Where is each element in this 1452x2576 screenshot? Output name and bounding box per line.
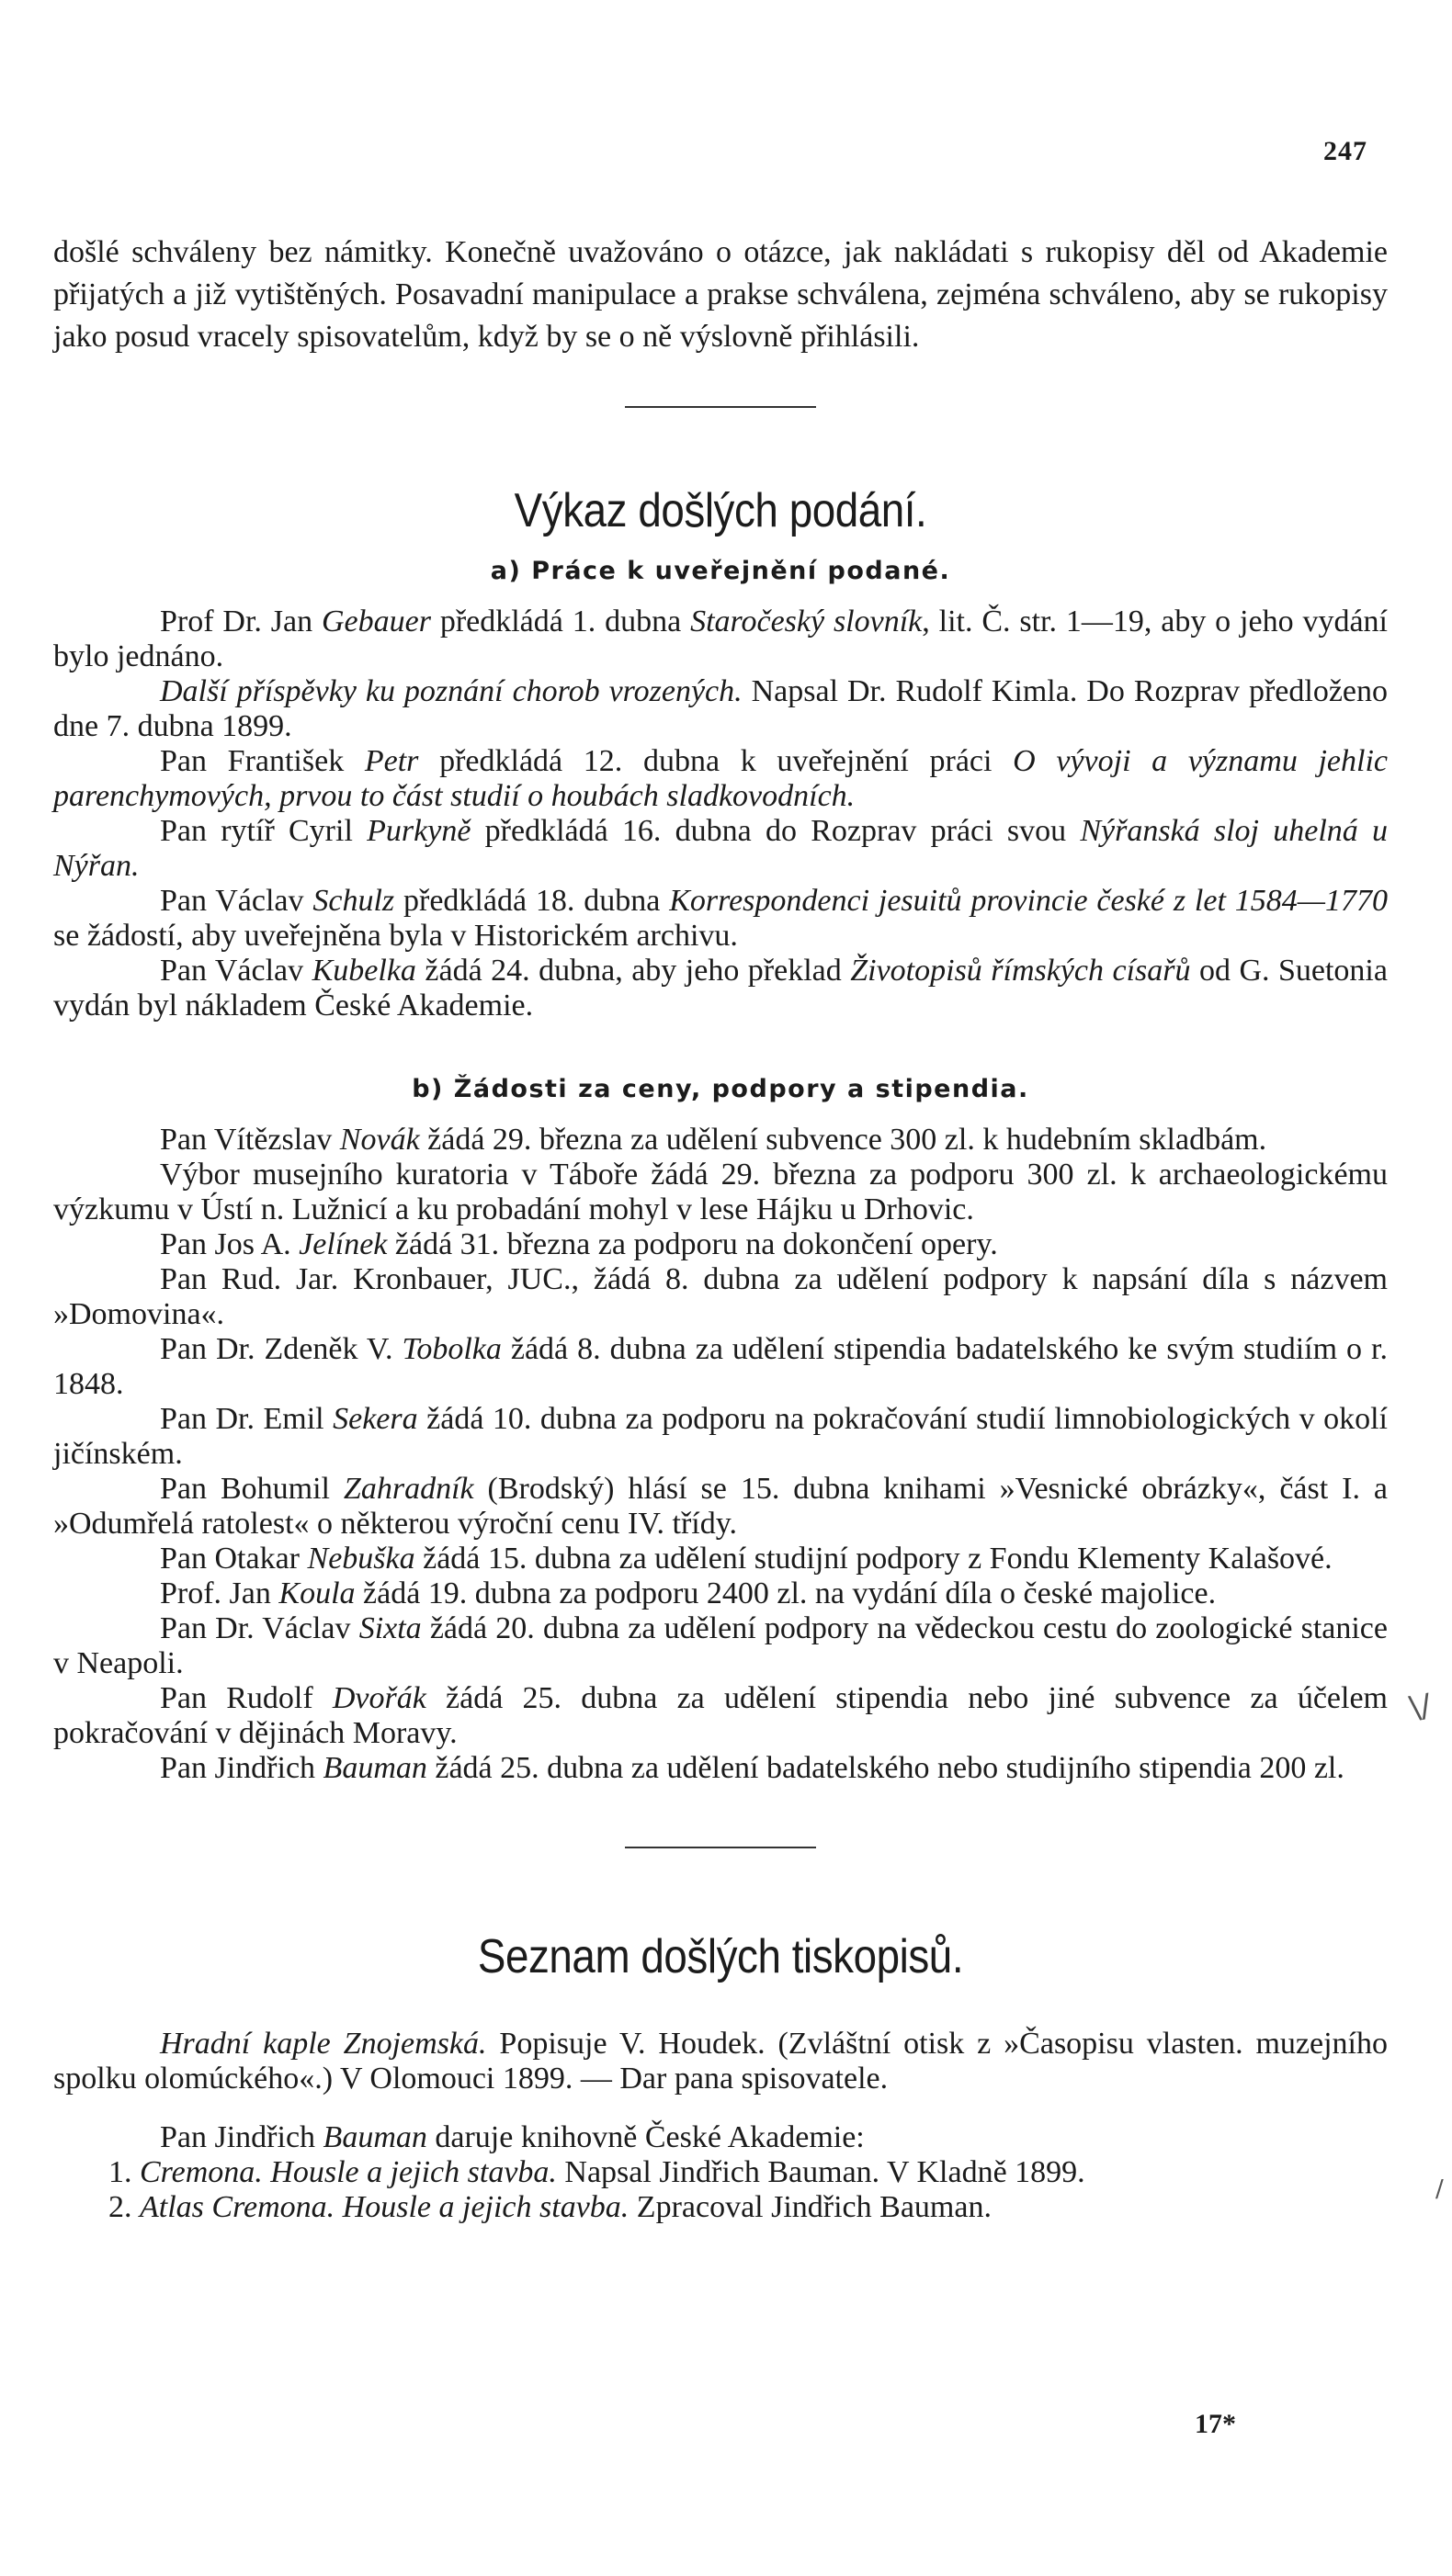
section-divider (625, 406, 816, 408)
request-entry: Pan Rud. Jar. Kronbauer, JUC., žádá 8. dubna za udělení podpory k napsání díla s názvem »Domovina«. (53, 1262, 1388, 1331)
signature-mark: 17* (1195, 2409, 1236, 2439)
work-entry: Pan rytíř Cyril Purkyně předkládá 16. dubna do Rozprav práci svou Nýřanská sloj uhelná u Nýřan. (53, 814, 1389, 883)
request-entry: Pan Dr. Zdeněk V. Tobolka žádá 8. dubna za udělení stipendia badatelského ke svým studiím o r. 1848. (53, 1332, 1388, 1401)
section-divider (625, 1847, 816, 1848)
page-content (53, 232, 1388, 2225)
request-entry: Pan Dr. Václav Sixta žádá 20. dubna za udělení podpory na vědeckou cestu do zoologické stanice v Neapoli. (53, 1611, 1388, 1680)
margin-tick-mark: / (1435, 2175, 1444, 2203)
request-entry: Pan Vítězslav Novák žádá 29. března za udělení subvence 300 zl. k hudebním skladbám. (160, 1123, 1267, 1157)
request-entry: Výbor musejního kuratoria v Táboře žádá 29. března za podporu 300 zl. k archaeologickému výzkumu v Ústí n. Lužnicí a ku probadání mohyl v lese Hájku u Drhovic. (53, 1158, 1388, 1226)
work-entry: Pan Václav Kubelka žádá 24. dubna, aby jeho překlad Životopisů římských císařů od G. Suetonia vydán byl nákladem České Akademie. (53, 954, 1388, 1022)
request-entry: Pan Otakar Nebuška žádá 15. dubna za udělení studijní podpory z Fondu Klementy Kalašové. (160, 1542, 1333, 1576)
page-number: 247 (1323, 136, 1367, 166)
request-entry: Pan Bohumil Zahradník (Brodský) hlásí se 15. dubna knihami »Vesnické obrázky«, část I. a »Odumřelá ratolest« o některou výroční cenu IV. třídy. (53, 1472, 1388, 1541)
work-entry: Prof Dr. Jan Gebauer předkládá 1. dubna Staročeský slovník, lit. Č. str. 1—19, aby o jeho vydání bylo jednáno. (53, 604, 1388, 673)
request-entry: Pan Jos A. Jelínek žádá 31. března za podporu na dokončení opery. (160, 1227, 998, 1261)
print-entry: Hradní kaple Znojemská. Popisuje V. Houdek. (Zvláštní otisk z »Časopisu vlasten. muzejního spolku olomúckého«.) V Olomouci 1899. — Dar pana spisovatele. (53, 2027, 1389, 2096)
work-entry: Pan František Petr předkládá 12. dubna k uveřejnění práci O vývoji a významu jehlic parenchymových, prvou to část studií o houbách sladkovodních. (53, 744, 1388, 813)
donation-item: 2. Atlas Cremona. Housle a jejich stavba. Zpracoval Jindřich Bauman. (108, 2190, 992, 2224)
work-entry: Pan Václav Schulz předkládá 18. dubna Korrespondenci jesuitů provincie české z let 1584—1770 se žádostí, aby uveřejněna byla v Historickém archivu. (53, 884, 1388, 953)
request-entry: Pan Rudolf Dvořák žádá 25. dubna za udělení stipendia nebo jiné subvence za účelem pokračování v dějinách Moravy. (53, 1681, 1388, 1750)
subsection-title-requests: b) Žádosti za ceny, podpory a stipendia. (412, 1075, 1029, 1103)
request-entry: Pan Dr. Emil Sekera žádá 10. dubna za podporu na pokračování studií limnobiologických v okolí jičínském. (53, 1402, 1388, 1471)
donor-entry: Pan Jindřich Bauman daruje knihovně České Akademie: (160, 2120, 865, 2154)
intro-paragraph: došlé schváleny bez námitky. Konečně uvažováno o otázce, jak nakládati s rukopisy děl od Akademie přijatých a již vytištěných. Posavadní manipulace a prakse schválena, zejména schváleno, aby se rukopisy jako posud vracely spisovatelům, když by se o ně výslovně přihlásili. (53, 235, 1388, 354)
donation-item: 1. Cremona. Housle a jejich stavba. Napsal Jindřich Bauman. V Kladně 1899. (108, 2155, 1085, 2189)
section-title-prints: Seznam došlých tiskopisů. (477, 1930, 964, 1983)
donation-list (53, 2155, 1388, 2225)
requests-list (53, 1123, 1388, 1786)
section-title-submissions: Výkaz došlých podání. (514, 484, 927, 537)
subsection-title-works: a) Práce k uveřejnění podané. (490, 557, 951, 585)
request-entry: Pan Jindřich Bauman žádá 25. dubna za udělení badatelského nebo studijního stipendia 200 zl. (160, 1751, 1344, 1785)
request-entry: Prof. Jan Koula žádá 19. dubna za podporu 2400 zl. na vydání díla o české majolice. (160, 1576, 1217, 1610)
works-list (53, 604, 1388, 1023)
margin-check-mark: \/ (1406, 1687, 1435, 1727)
work-entry: Další příspěvky ku poznání chorob vrozených. Napsal Dr. Rudolf Kimla. Do Rozprav předloženo dne 7. dubna 1899. (53, 674, 1389, 743)
